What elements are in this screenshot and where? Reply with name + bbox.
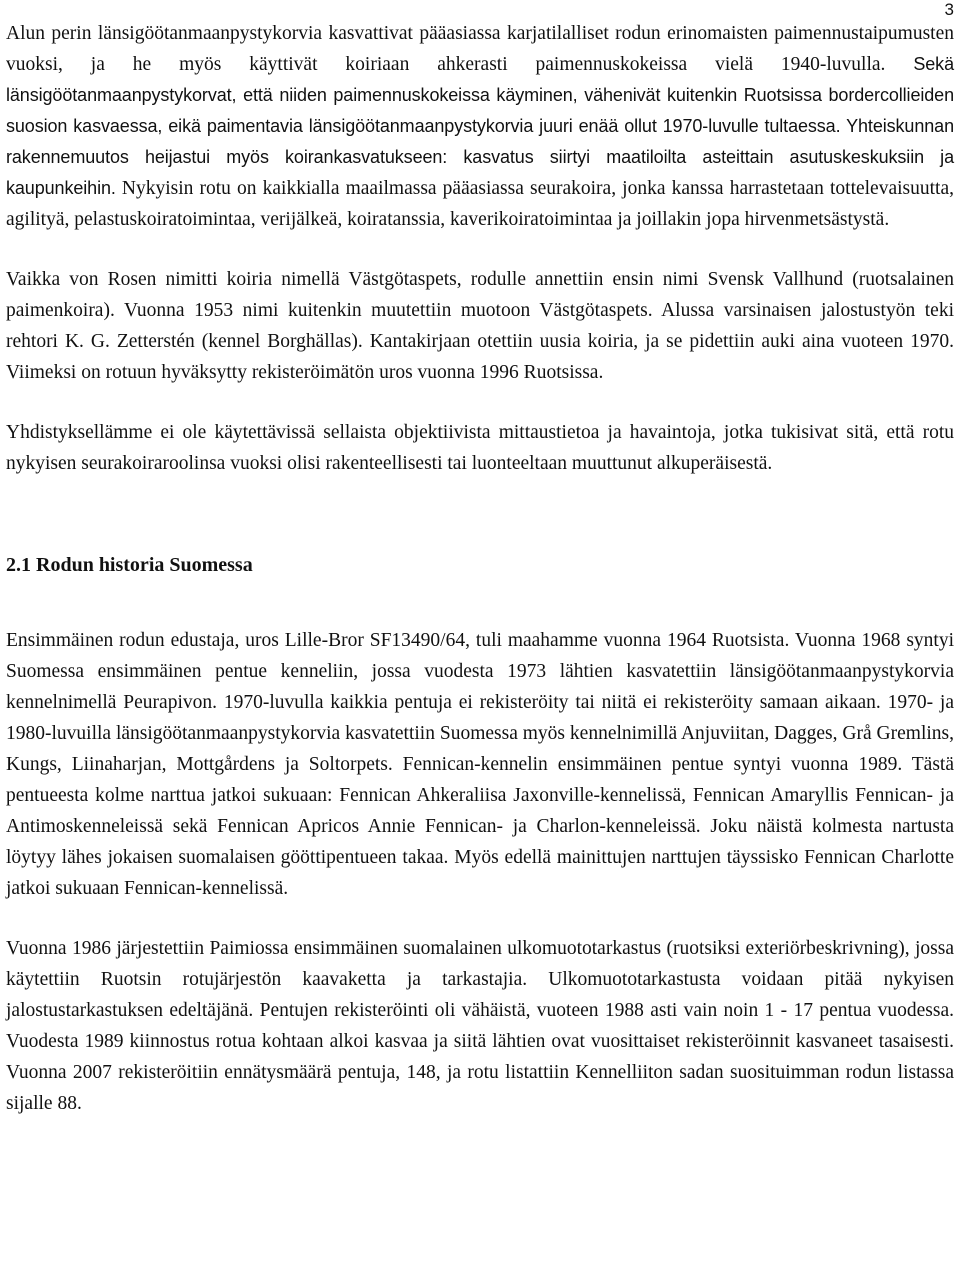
paragraph-origin xyxy=(6,18,954,235)
spacer xyxy=(6,388,954,417)
paragraph-origin-serif-part-1: Alun perin länsigöötanmaanpystykorvia kasvattivat pääasiassa karjatilalliset rodun erinomaisten paimennustaipumusten vuoksi, ja he myös käyttivät koiriaan ahkerasti paimennuskokeissa vielä 1940-luvulla. xyxy=(6,23,954,75)
paragraph-origin-sans-part: Sekä länsigöötanmaanpystykorvat, että niiden paimennuskokeissa käyminen, vähenivät kuitenkin Ruotsissa bordercollieiden suosion kasvaessa, eikä paimentavia länsigöötanmaanpystykorvia juuri enää ollut 1970-luvulle tultaessa. Yhteiskunnan rakennemuutos heijastui myös koirankasvatukseen: kasvatus siirtyi maatiloilta asteittain asutuskeskuksiin ja kaupunkeihin. xyxy=(6,54,954,198)
paragraph-origin-serif-part-2: Nykyisin rotu on kaikkialla maailmassa pääasiassa seurakoira, jonka kanssa harrastetaan tottelevaisuutta, agilityä, pelastuskoiratoimintaa, verijälkeä, koiratanssia, kaverikoiratoimintaa ja joillakin jopa hirvenmetsästystä. xyxy=(6,178,954,230)
section-heading: 2.1 Rodun historia Suomessa xyxy=(6,554,253,576)
spacer xyxy=(6,579,954,625)
paragraph-registrations: Vuonna 1986 järjestettiin Paimiossa ensimmäinen suomalainen ulkomuototarkastus (ruotsiksi exteriörbeskrivning), jossa käytettiin Ruotsin rotujärjestön kaavaketta ja tarkastajia. Ulkomuototarkastusta voidaan pitää nykyisen jalostustarkastuksen edeltäjänä. Pentujen rekisteröinti oli vähäistä, vuoteen 1988 asti vain noin 1 - 17 pentua vuodessa. Vuodesta 1989 kiinnostus rotua kohtaan alkoi kasvaa ja siitä lähtien ovat vuosittaiset rekisteröinnit kasvaneet tasaisesti. Vuonna 2007 rekisteröitiin ennätysmäärä pentuja, 148, ja rotu listattiin Kennelliiton sadan suosituimman rodun listassa sijalle 88. xyxy=(6,938,954,1114)
paragraph-naming: Vaikka von Rosen nimitti koiria nimellä Västgötaspets, rodulle annettiin ensin nimi Svensk Vallhund (ruotsalainen paimenkoira). Vuonna 1953 nimi kuitenkin muutettiin muotoon Västgötaspets. Alussa varsinaisen jalostustyön teki rehtori K. G. Zetterstén (kennel Borghällas). Kantakirjaan otettiin uusia koiria, ja se pidettiin auki aina vuoteen 1970. Viimeksi on rotuun hyväksytty rekisteröimätön uros vuonna 1996 Ruotsissa. xyxy=(6,269,954,383)
document-body xyxy=(6,18,954,1119)
spacer xyxy=(6,235,954,264)
spacer xyxy=(6,479,954,551)
spacer xyxy=(6,904,954,933)
paragraph-statement: Yhdistyksellämme ei ole käytettävissä sellaista objektiivista mittaustietoa ja havaintoja, jotka tukisivat sitä, että rotu nykyisen seurakoiraroolinsa vuoksi olisi rakenteellisesti tai luonteeltaan muuttunut alkuperäisestä. xyxy=(6,422,954,474)
page-number: 3 xyxy=(944,0,954,19)
paragraph-finland-history: Ensimmäinen rodun edustaja, uros Lille-Bror SF13490/64, tuli maahamme vuonna 1964 Ruotsista. Vuonna 1968 syntyi Suomessa ensimmäinen pentue kenneliin, jossa vuodesta 1973 lähtien kasvatettiin länsigöötanmaanpystykorvia kennelnimellä Peurapivon. 1970-luvulla kaikkia pentuja ei rekisteröity tai niitä ei rekisteröity samaan aikaan. 1970- ja 1980-luvuilla länsigöötanmaanpystykorvia kasvatettiin Suomessa myös kennelnimillä Anjuviitan, Dagges, Grå Gremlins, Kungs, Liinaharjan, Mottgårdens ja Soltorpets. Fennican-kennelin ensimmäinen pentue syntyi vuonna 1989. Tästä pentueesta kolme narttua jatkoi sukuaan: Fennican Ahkeraliisa Jaxonville-kennelissä, Fennican Amaryllis Fennican- ja Antimoskenneleissä sekä Fennican Apricos Annie Fennican- ja Charlon-kenneleissä. Joku näistä kolmesta nartusta löytyy lähes jokaisen suomalaisen gööttipentueen takaa. Myös edellä mainittujen narttujen täyssisko Fennican Charlotte jatkoi sukuaan Fennican-kennelissä. xyxy=(6,630,954,899)
